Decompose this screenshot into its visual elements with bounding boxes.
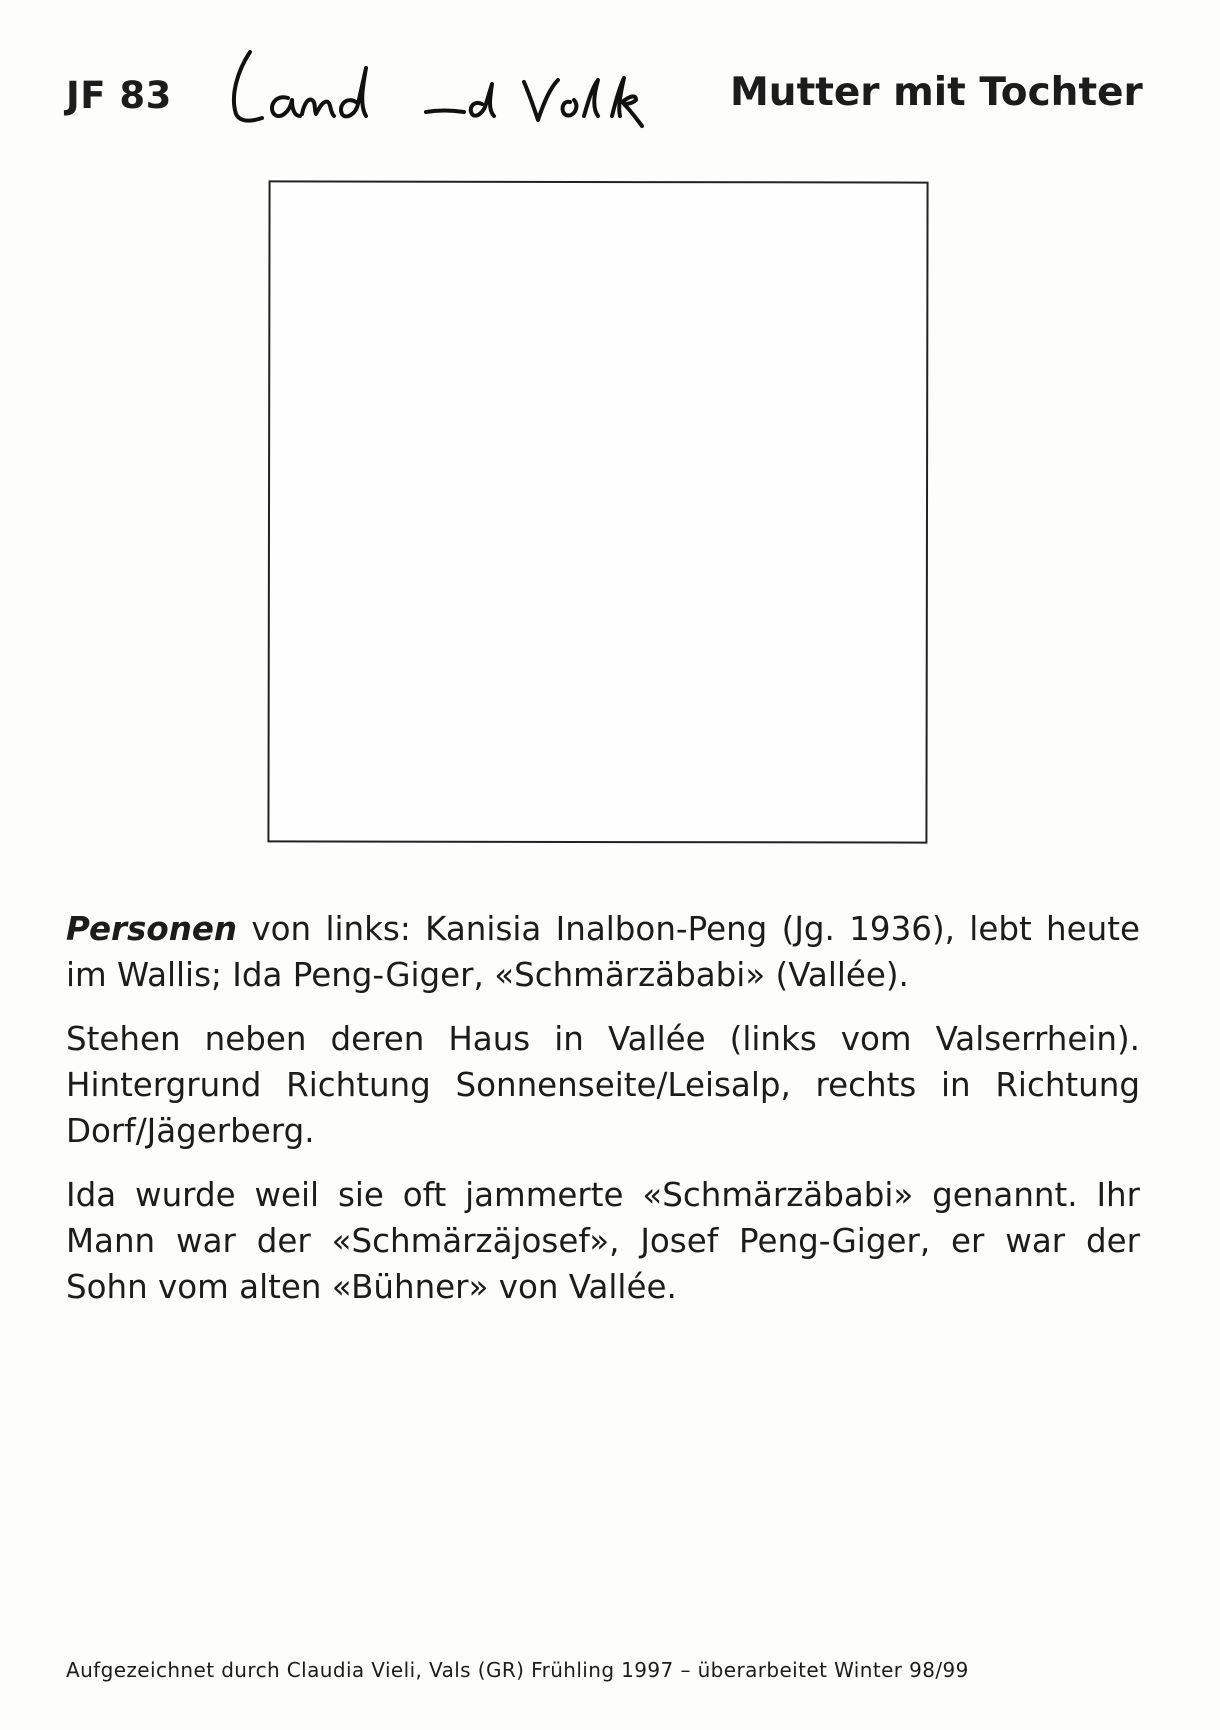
persons-text: von links: Kanisia Inalbon-Peng (Jg. 1936), lebt heute im Wallis; Ida Peng-Giger, «Schmärzäbabi» (Vallée). <box>66 910 1140 994</box>
paragraph-persons <box>66 906 1140 998</box>
persons-label: Personen <box>66 910 238 948</box>
description-text <box>66 906 1140 1328</box>
card-title: Mutter mit Tochter <box>730 70 1143 115</box>
footer-credit: Aufgezeichnet durch Claudia Vieli, Vals (GR) Frühling 1997 – überarbeitet Winter 98/99 <box>66 1658 969 1682</box>
empty-photo-frame-icon <box>267 180 928 843</box>
paragraph-location: Stehen neben deren Haus in Vallée (links vom Valserrhein). Hintergrund Richtung Sonnenseite/Leisalp, rechts in Richtung Dorf/Jägerberg. <box>66 1020 1140 1150</box>
handwritten-note-drawing <box>228 40 688 140</box>
paragraph-nickname: Ida wurde weil sie oft jammerte «Schmärzäbabi» genannt. Ihr Mann war der «Schmärzäjosef», Josef Peng-Giger, er war der Sohn vom alten «Bühner» von Vallée. <box>66 1176 1140 1306</box>
catalog-code: JF 83 <box>66 74 172 117</box>
handwritten-note <box>228 40 688 140</box>
